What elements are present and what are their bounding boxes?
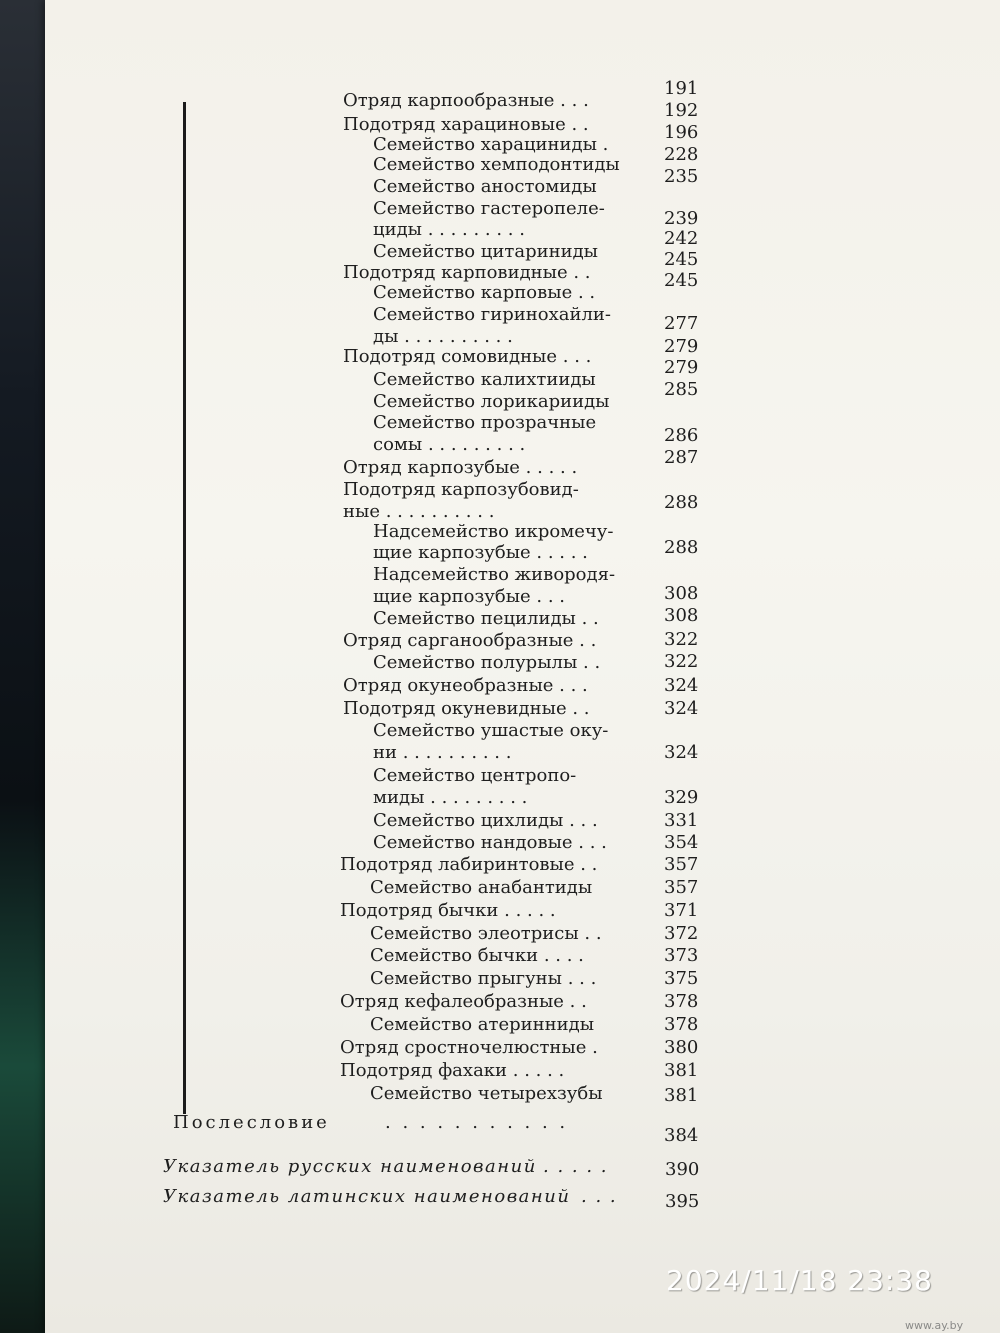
- toc-page-number: 324: [664, 742, 699, 763]
- toc-entry: Семейство бычки . . . .: [370, 945, 584, 966]
- toc-entry: Подотряд харациновые . .: [343, 114, 589, 135]
- toc-entry: Семейство карповые . .: [373, 282, 596, 303]
- toc-page-number: 287: [664, 447, 699, 468]
- toc-entry: Подотряд карпозубовид-: [343, 479, 579, 500]
- russian-index-dots: . . . . .: [543, 1156, 608, 1177]
- toc-entry: Семейство полурылы . .: [373, 652, 601, 673]
- toc-page-number: 381: [664, 1060, 699, 1081]
- toc-page-number: 354: [664, 832, 699, 853]
- afterword-dots: . . . . . . . . . . .: [385, 1112, 569, 1133]
- toc-entry: Семейство гастеропеле-: [373, 198, 605, 219]
- toc-entry: Семейство харациниды .: [373, 134, 609, 155]
- toc-page-number: 371: [664, 900, 699, 921]
- toc-entry: Подотряд карповидные . .: [343, 262, 591, 283]
- toc-page-number: 235: [664, 166, 699, 187]
- toc-entry: Отряд кефалеобразные . .: [340, 991, 587, 1012]
- toc-entry: Семейство атеринниды: [370, 1014, 595, 1035]
- toc-page-number: 245: [664, 249, 699, 270]
- toc-page-number: 357: [664, 854, 699, 875]
- latin-index-entry: [163, 1185, 643, 1209]
- toc-page-number: 308: [664, 583, 699, 604]
- toc-page-number: 378: [664, 991, 699, 1012]
- toc-page-number: 381: [664, 1085, 699, 1106]
- toc-entry: Семейство прыгуны . . .: [370, 968, 597, 989]
- toc-page-number: 196: [664, 122, 699, 143]
- toc-page-number: 308: [664, 605, 699, 626]
- toc-entry: Семейство хемподонтиды: [373, 154, 620, 175]
- toc-entry: Отряд карпообразные . . .: [343, 90, 589, 111]
- russian-index-page-number: 390: [665, 1159, 700, 1180]
- toc-page-number: 242: [664, 228, 699, 249]
- russian-index-label: Указатель русских наименований: [163, 1156, 537, 1177]
- site-watermark: www.ay.by: [905, 1319, 964, 1332]
- toc-entry-continuation: сомы . . . . . . . . .: [373, 434, 526, 455]
- afterword-page-number: 384: [664, 1125, 699, 1146]
- toc-entry: Отряд сарганообразные . .: [343, 630, 597, 651]
- toc-page-number: 286: [664, 425, 699, 446]
- toc-page-number: 375: [664, 968, 699, 989]
- latin-index-dots: . . .: [581, 1186, 618, 1207]
- latin-index-page-number: 395: [665, 1191, 700, 1212]
- toc-entry-continuation: щие карпозубые . . .: [373, 586, 565, 607]
- toc-entry: Надсемейство живородя-: [373, 564, 616, 585]
- toc-entry: Семейство гиринохайли-: [373, 304, 611, 325]
- toc-page-number: 324: [664, 675, 699, 696]
- toc-page-number: 322: [664, 629, 699, 650]
- toc-page-number: 324: [664, 698, 699, 719]
- toc-page-number: 288: [664, 492, 699, 513]
- toc-page-number: 288: [664, 537, 699, 558]
- toc-page-number: 285: [664, 379, 699, 400]
- toc-page-number: 372: [664, 923, 699, 944]
- toc-entry: Отряд окунеобразные . . .: [343, 675, 588, 696]
- toc-page-number: 191: [664, 78, 699, 99]
- russian-index-entry: [163, 1155, 643, 1179]
- toc-entry: Подотряд окуневидные . .: [343, 698, 590, 719]
- toc-entry: Отряд сростночелюстные .: [340, 1037, 598, 1058]
- toc-entry: Надсемейство икромечу-: [373, 521, 614, 542]
- toc-page-number: 329: [664, 787, 699, 808]
- toc-page-number: 245: [664, 270, 699, 291]
- toc-page-number: 228: [664, 144, 699, 165]
- toc-entry: Подотряд фахаки . . . . .: [340, 1060, 565, 1081]
- toc-page-number: 279: [664, 357, 699, 378]
- toc-entry: Семейство прозрачные: [373, 412, 597, 433]
- afterword-label: Послесловие: [173, 1112, 330, 1133]
- toc-entry: Подотряд лабиринтовые . .: [340, 854, 598, 875]
- toc-entry: Семейство центропо-: [373, 765, 577, 786]
- toc-entry: Семейство аностомиды: [373, 176, 597, 197]
- toc-page-number: 192: [664, 100, 699, 121]
- toc-page-number: 380: [664, 1037, 699, 1058]
- toc-page-number: 357: [664, 877, 699, 898]
- afterword-entry: [173, 1111, 643, 1135]
- toc-page-number: 239: [664, 208, 699, 229]
- toc-entry: Семейство элеотрисы . .: [370, 923, 602, 944]
- latin-index-label: Указатель латинских наименований: [163, 1186, 571, 1207]
- toc-entry: Семейство калихтииды: [373, 369, 596, 390]
- toc-entry-continuation: ные . . . . . . . . . .: [343, 501, 495, 522]
- toc-entry: Семейство ушастые оку-: [373, 720, 609, 741]
- toc-entry: Семейство цихлиды . . .: [373, 810, 598, 831]
- toc-entry: Семейство пецилиды . .: [373, 608, 599, 629]
- toc-entry: Отряд карпозубые . . . . .: [343, 457, 578, 478]
- toc-page-number: 279: [664, 336, 699, 357]
- toc-entry-continuation: циды . . . . . . . . .: [373, 219, 525, 240]
- toc-entry: Семейство четырехзубы: [370, 1083, 603, 1104]
- toc-entry: Подотряд сомовидные . . .: [343, 346, 592, 367]
- toc-entry: Семейство цитариниды: [373, 241, 598, 262]
- toc-entry-continuation: ни . . . . . . . . . .: [373, 742, 512, 763]
- toc-entry-continuation: ды . . . . . . . . . .: [373, 326, 513, 347]
- toc-entry-continuation: щие карпозубые . . . . .: [373, 542, 588, 563]
- toc-page-number: 277: [664, 313, 699, 334]
- toc-entry: Семейство анабантиды: [370, 877, 593, 898]
- toc-page-number: 378: [664, 1014, 699, 1035]
- toc-entry: Семейство нандовые . . .: [373, 832, 607, 853]
- toc-entry: Подотряд бычки . . . . .: [340, 900, 556, 921]
- photo-timestamp: 2024/11/18 23:38: [666, 1264, 933, 1297]
- toc-entry-continuation: миды . . . . . . . . .: [373, 787, 528, 808]
- toc-page-number: 373: [664, 945, 699, 966]
- toc-page-number: 331: [664, 810, 699, 831]
- toc-page-number: 322: [664, 651, 699, 672]
- toc-entry: Семейство лорикарииды: [373, 391, 610, 412]
